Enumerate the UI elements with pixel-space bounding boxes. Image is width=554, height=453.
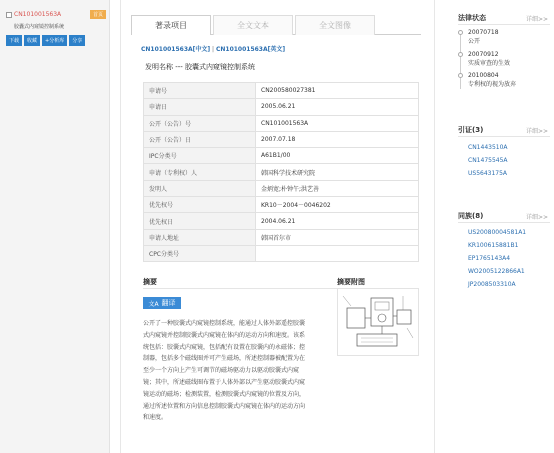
- bib-row: [144, 197, 419, 213]
- bibliographic-table: [143, 82, 419, 262]
- result-item[interactable]: [6, 10, 106, 46]
- pub-number-separator: |: [210, 46, 216, 53]
- bib-row: [144, 180, 419, 196]
- bib-field-label: 申请号: [144, 83, 256, 99]
- legal-status-heading: 法律状态: [458, 14, 486, 22]
- tab-bibliographic[interactable]: 著录项目: [131, 15, 211, 35]
- bib-field-label: CPC分类号: [144, 245, 256, 261]
- bib-field-value: KR10－2004－0046202: [256, 197, 419, 213]
- bib-row: [144, 229, 419, 245]
- drawing-heading: 摘要附图: [337, 278, 365, 286]
- family-divider: [458, 222, 550, 223]
- bib-row: [144, 245, 419, 261]
- abstract-drawing[interactable]: [337, 288, 419, 356]
- bib-field-label: 申请日: [144, 99, 256, 115]
- legal-status-more-link[interactable]: 详细>>: [525, 16, 548, 23]
- bib-field-value: 金炳宽;朴钟午;洪艺善: [256, 180, 419, 196]
- pub-number-zh[interactable]: CN101001563A[中文]: [141, 46, 211, 53]
- legal-status-divider: [458, 24, 550, 25]
- family-more-link[interactable]: 详细>>: [525, 214, 548, 221]
- family-link[interactable]: JP2008503310A: [468, 281, 516, 288]
- timeline-dot: [458, 73, 463, 78]
- invention-name-separator: ---: [173, 63, 186, 71]
- timeline-dot: [458, 30, 463, 35]
- family-link[interactable]: US20080004581A1: [468, 229, 527, 236]
- tab-fullimage[interactable]: 全文图像: [295, 15, 375, 35]
- bib-field-label: 发明人: [144, 180, 256, 196]
- bib-field-label: 优先权日: [144, 213, 256, 229]
- bib-field-label: 优先权号: [144, 197, 256, 213]
- bib-row: [144, 164, 419, 180]
- bib-row: [144, 83, 419, 99]
- bib-field-value: 2005.06.21: [256, 99, 419, 115]
- translate-button[interactable]: [143, 297, 181, 309]
- result-list-panel: [0, 0, 110, 453]
- status-text: 公开: [468, 38, 481, 45]
- bib-field-value: 韩国科学技术研究院: [256, 164, 419, 180]
- result-tag: 首页: [90, 10, 106, 19]
- translate-icon: 文A: [148, 300, 159, 308]
- timeline-line: [460, 31, 461, 89]
- bib-field-value: CN101001563A: [256, 115, 419, 131]
- bib-field-label: IPC分类号: [144, 148, 256, 164]
- bib-row: [144, 148, 419, 164]
- family-link[interactable]: EP1765143A4: [468, 255, 511, 262]
- bib-field-value: CN200580027381: [256, 83, 419, 99]
- status-date: 20070718: [468, 29, 499, 36]
- favorite-button[interactable]: 收藏: [24, 35, 40, 46]
- bib-field-value: [256, 245, 419, 261]
- citation-link[interactable]: CN1475545A: [468, 157, 508, 164]
- abstract-heading: 摘要: [143, 278, 157, 286]
- bib-field-value: 2007.07.18: [256, 131, 419, 147]
- download-button[interactable]: 下载: [6, 35, 22, 46]
- status-text: 实质审查的生效: [468, 60, 511, 67]
- bib-row: [144, 115, 419, 131]
- detail-tabs: [131, 15, 421, 35]
- status-date: 20100804: [468, 72, 499, 79]
- citation-link[interactable]: US5643175A: [468, 170, 508, 177]
- patent-detail-panel: [120, 0, 435, 453]
- family-link[interactable]: WO2005122866A1: [468, 268, 525, 275]
- checkbox[interactable]: [6, 12, 12, 18]
- translate-label: 翻译: [161, 299, 176, 307]
- bib-field-value: A61B1/00: [256, 148, 419, 164]
- tab-fulltext[interactable]: 全文文本: [213, 15, 293, 35]
- status-text: 专利权的视为放弃: [468, 81, 517, 88]
- bib-field-label: 公开（公告）日: [144, 131, 256, 147]
- publication-number-line: [141, 44, 285, 53]
- pub-number-en[interactable]: CN101001563A[英文]: [215, 46, 286, 53]
- invention-name-value: 胶囊式内窥镜控制系统: [185, 63, 256, 71]
- add-to-analysis-button[interactable]: +分析库: [42, 35, 67, 46]
- side-info-panel: [450, 0, 554, 453]
- citations-list: [468, 141, 550, 180]
- citations-more-link[interactable]: 详细>>: [525, 128, 548, 135]
- family-link[interactable]: KR100615881B1: [468, 242, 519, 249]
- bib-field-value: 韩国首尔市: [256, 229, 419, 245]
- bib-field-label: 申请（专利权）人: [144, 164, 256, 180]
- status-date: 20070912: [468, 51, 499, 58]
- bib-row: [144, 99, 419, 115]
- bib-field-value: 2004.06.21: [256, 213, 419, 229]
- family-list: [468, 226, 550, 291]
- result-title[interactable]: 胶囊式内窥镜控制系统: [14, 24, 65, 30]
- citations-divider: [458, 136, 550, 137]
- citation-link[interactable]: CN1443510A: [468, 144, 508, 151]
- timeline-dot: [458, 52, 463, 57]
- bib-row: [144, 213, 419, 229]
- bib-row: [144, 131, 419, 147]
- result-checkbox-label[interactable]: [6, 11, 61, 18]
- bib-field-label: 公开（公告）号: [144, 115, 256, 131]
- bib-field-label: 申请人地址: [144, 229, 256, 245]
- result-number[interactable]: CN101001563A: [14, 11, 62, 18]
- share-button[interactable]: 分享: [69, 35, 85, 46]
- abstract-text: 公开了一种胶囊式内窥镜控制系统，能通过人体外部遥控胶囊式内窥镜并控制胶囊式内窥镜在体内的运动方向和速度。该系统包括：胶囊式内窥镜，包括配有设置在胶囊内的永磁体；控制器，包括多个磁线圈并可产生磁场，所述控制器被配置为在至少一个方向上产生可调节的磁场驱动力以驱动胶囊式内窥镜；其中，所述磁线圈布置于人体外部以产生驱动胶囊式内窥镜运动的磁场；检测装置，检测胶囊式内窥镜的位置及方向，通过所述位置和方向信息控制胶囊式内窥镜在体内的运动方向和速度。: [143, 320, 306, 422]
- invention-name-label: 发明名称: [145, 63, 173, 71]
- citations-heading: 引证(3): [458, 126, 484, 134]
- invention-name: [145, 62, 255, 72]
- family-heading: 同族(8): [458, 212, 484, 220]
